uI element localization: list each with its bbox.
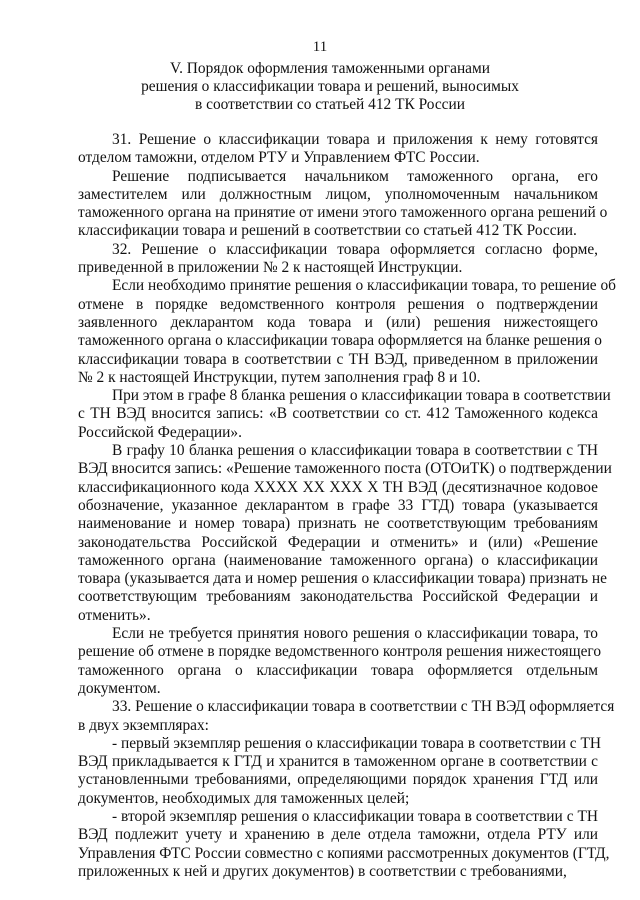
paragraph bbox=[78, 241, 598, 278]
paragraph bbox=[78, 167, 608, 241]
text-line: классификации товара и решений в соответствии со статьей 412 ТК России. bbox=[78, 222, 577, 240]
text-line: документом. bbox=[78, 679, 161, 697]
text-line: отмене в порядке ведомственного контроля решения о подтверждении bbox=[78, 295, 598, 313]
paragraph bbox=[78, 277, 617, 387]
text-line: решение об отмене в порядке ведомственного контроля решения нижестоящего bbox=[78, 643, 602, 661]
text-line: таможенного органа о классификации товара оформляется на бланке решения о bbox=[78, 332, 602, 350]
heading-line: в соответствии со статьей 412 ТК России bbox=[195, 96, 465, 113]
text-line: таможенного органа (наименование таможенного органа) о классификации bbox=[78, 551, 598, 569]
text-line: заместителем или должностным лицом, уполномоченным начальником bbox=[78, 185, 598, 203]
document-body bbox=[78, 131, 617, 881]
text-line: таможенного органа на принятие от имени этого таможенного органа решений о bbox=[78, 204, 608, 222]
text-line: классификационного кода ХХХХ ХХ ХХХ Х ТН ВЭД (десятизначное кодовое bbox=[78, 478, 598, 496]
text-line: - второй экземпляр решения о классификации товара в соответствии с ТН bbox=[112, 807, 598, 825]
paragraph bbox=[78, 807, 610, 881]
text-line: 33. Решение о классификации товара в соответствии с ТН ВЭД оформляется bbox=[112, 698, 615, 716]
text-line: В графу 10 бланка решения о классификации товара в соответствии с ТН bbox=[112, 442, 598, 460]
text-line: 32. Решение о классификации товара оформляется согласно форме, bbox=[112, 240, 598, 258]
text-line: ВЭД вносится запись: «Решение таможенного поста (ОТОиТК) о подтверждении bbox=[78, 460, 612, 478]
text-line: классификации товара в соответствии с ТН ВЭД, приведенном в приложении bbox=[78, 350, 598, 368]
page-number: 11 bbox=[312, 39, 328, 55]
text-line: приложенных к ней и других документов) в соответствии с требованиями, bbox=[78, 862, 567, 880]
text-line: отменить». bbox=[78, 606, 151, 624]
text-line: ВЭД подлежит учету и хранению в деле отдела таможни, отдела РТУ или bbox=[78, 826, 598, 844]
text-line: Управления ФТС России совместно с копиями рассмотренных документов (ГТД, bbox=[78, 844, 610, 862]
heading-line: V. Порядок оформления таможенными органами bbox=[169, 60, 490, 77]
heading-line: решения о классификации товара и решений, выносимых bbox=[141, 78, 519, 95]
text-line: документов, необходимых для таможенных целей; bbox=[78, 789, 410, 807]
section-heading bbox=[80, 60, 580, 114]
text-line: При этом в графе 8 бланка решения о классификации товара в соответствии bbox=[112, 387, 611, 405]
paragraph bbox=[78, 131, 598, 168]
text-line: установленными требованиями, определяющими порядок хранения ГТД или bbox=[78, 771, 598, 789]
text-line: Решение подписывается начальником таможенного органа, его bbox=[112, 167, 598, 185]
text-line: № 2 к настоящей Инструкции, путем заполнения граф 8 и 10. bbox=[78, 368, 481, 386]
text-line: товара (указывается дата и номер решения о классификации товара) признать не bbox=[78, 570, 607, 588]
text-line: таможенного органа о классификации товара оформляется отдельным bbox=[78, 661, 598, 679]
paragraph bbox=[78, 442, 612, 625]
text-line: Российской Федерации». bbox=[78, 423, 242, 441]
paragraph bbox=[78, 698, 615, 735]
text-line: ВЭД прикладывается к ГТД и хранится в таможенном органе в соответствии с bbox=[78, 753, 598, 771]
text-line: - первый экземпляр решения о классификации товара в соответствии с ТН bbox=[112, 734, 601, 752]
text-line: приведенной в приложении № 2 к настоящей Инструкции. bbox=[78, 259, 463, 277]
text-line: Если необходимо принятие решения о классификации товара, то решение об bbox=[112, 277, 617, 295]
text-line: наименование и номер товара) признать не соответствующим требованиям bbox=[78, 515, 598, 533]
paragraph bbox=[78, 387, 611, 442]
text-line: законодательства Российской Федерации и отменить» и (или) «Решение bbox=[78, 533, 598, 551]
text-line: отделом таможни, отделом РТУ и Управлением ФТС России. bbox=[78, 149, 480, 167]
text-line: в двух экземплярах: bbox=[78, 716, 209, 734]
text-line: заявленного декларантом кода товара и (или) решения нижестоящего bbox=[78, 313, 598, 331]
paragraph bbox=[78, 734, 601, 808]
text-line: Если не требуется принятия нового решения о классификации товара, то bbox=[112, 625, 598, 643]
text-line: 31. Решение о классификации товара и приложения к нему готовятся bbox=[112, 131, 598, 148]
paragraph bbox=[78, 625, 602, 698]
text-line: соответствующим требованиям законодательства Российской Федерации и bbox=[78, 588, 598, 606]
text-line: с ТН ВЭД вносится запись: «В соответствии со ст. 412 Таможенного кодекса bbox=[78, 405, 598, 423]
text-line: обозначение, указанное декларантом в графе 33 ГТД) товара (указывается bbox=[78, 496, 598, 514]
